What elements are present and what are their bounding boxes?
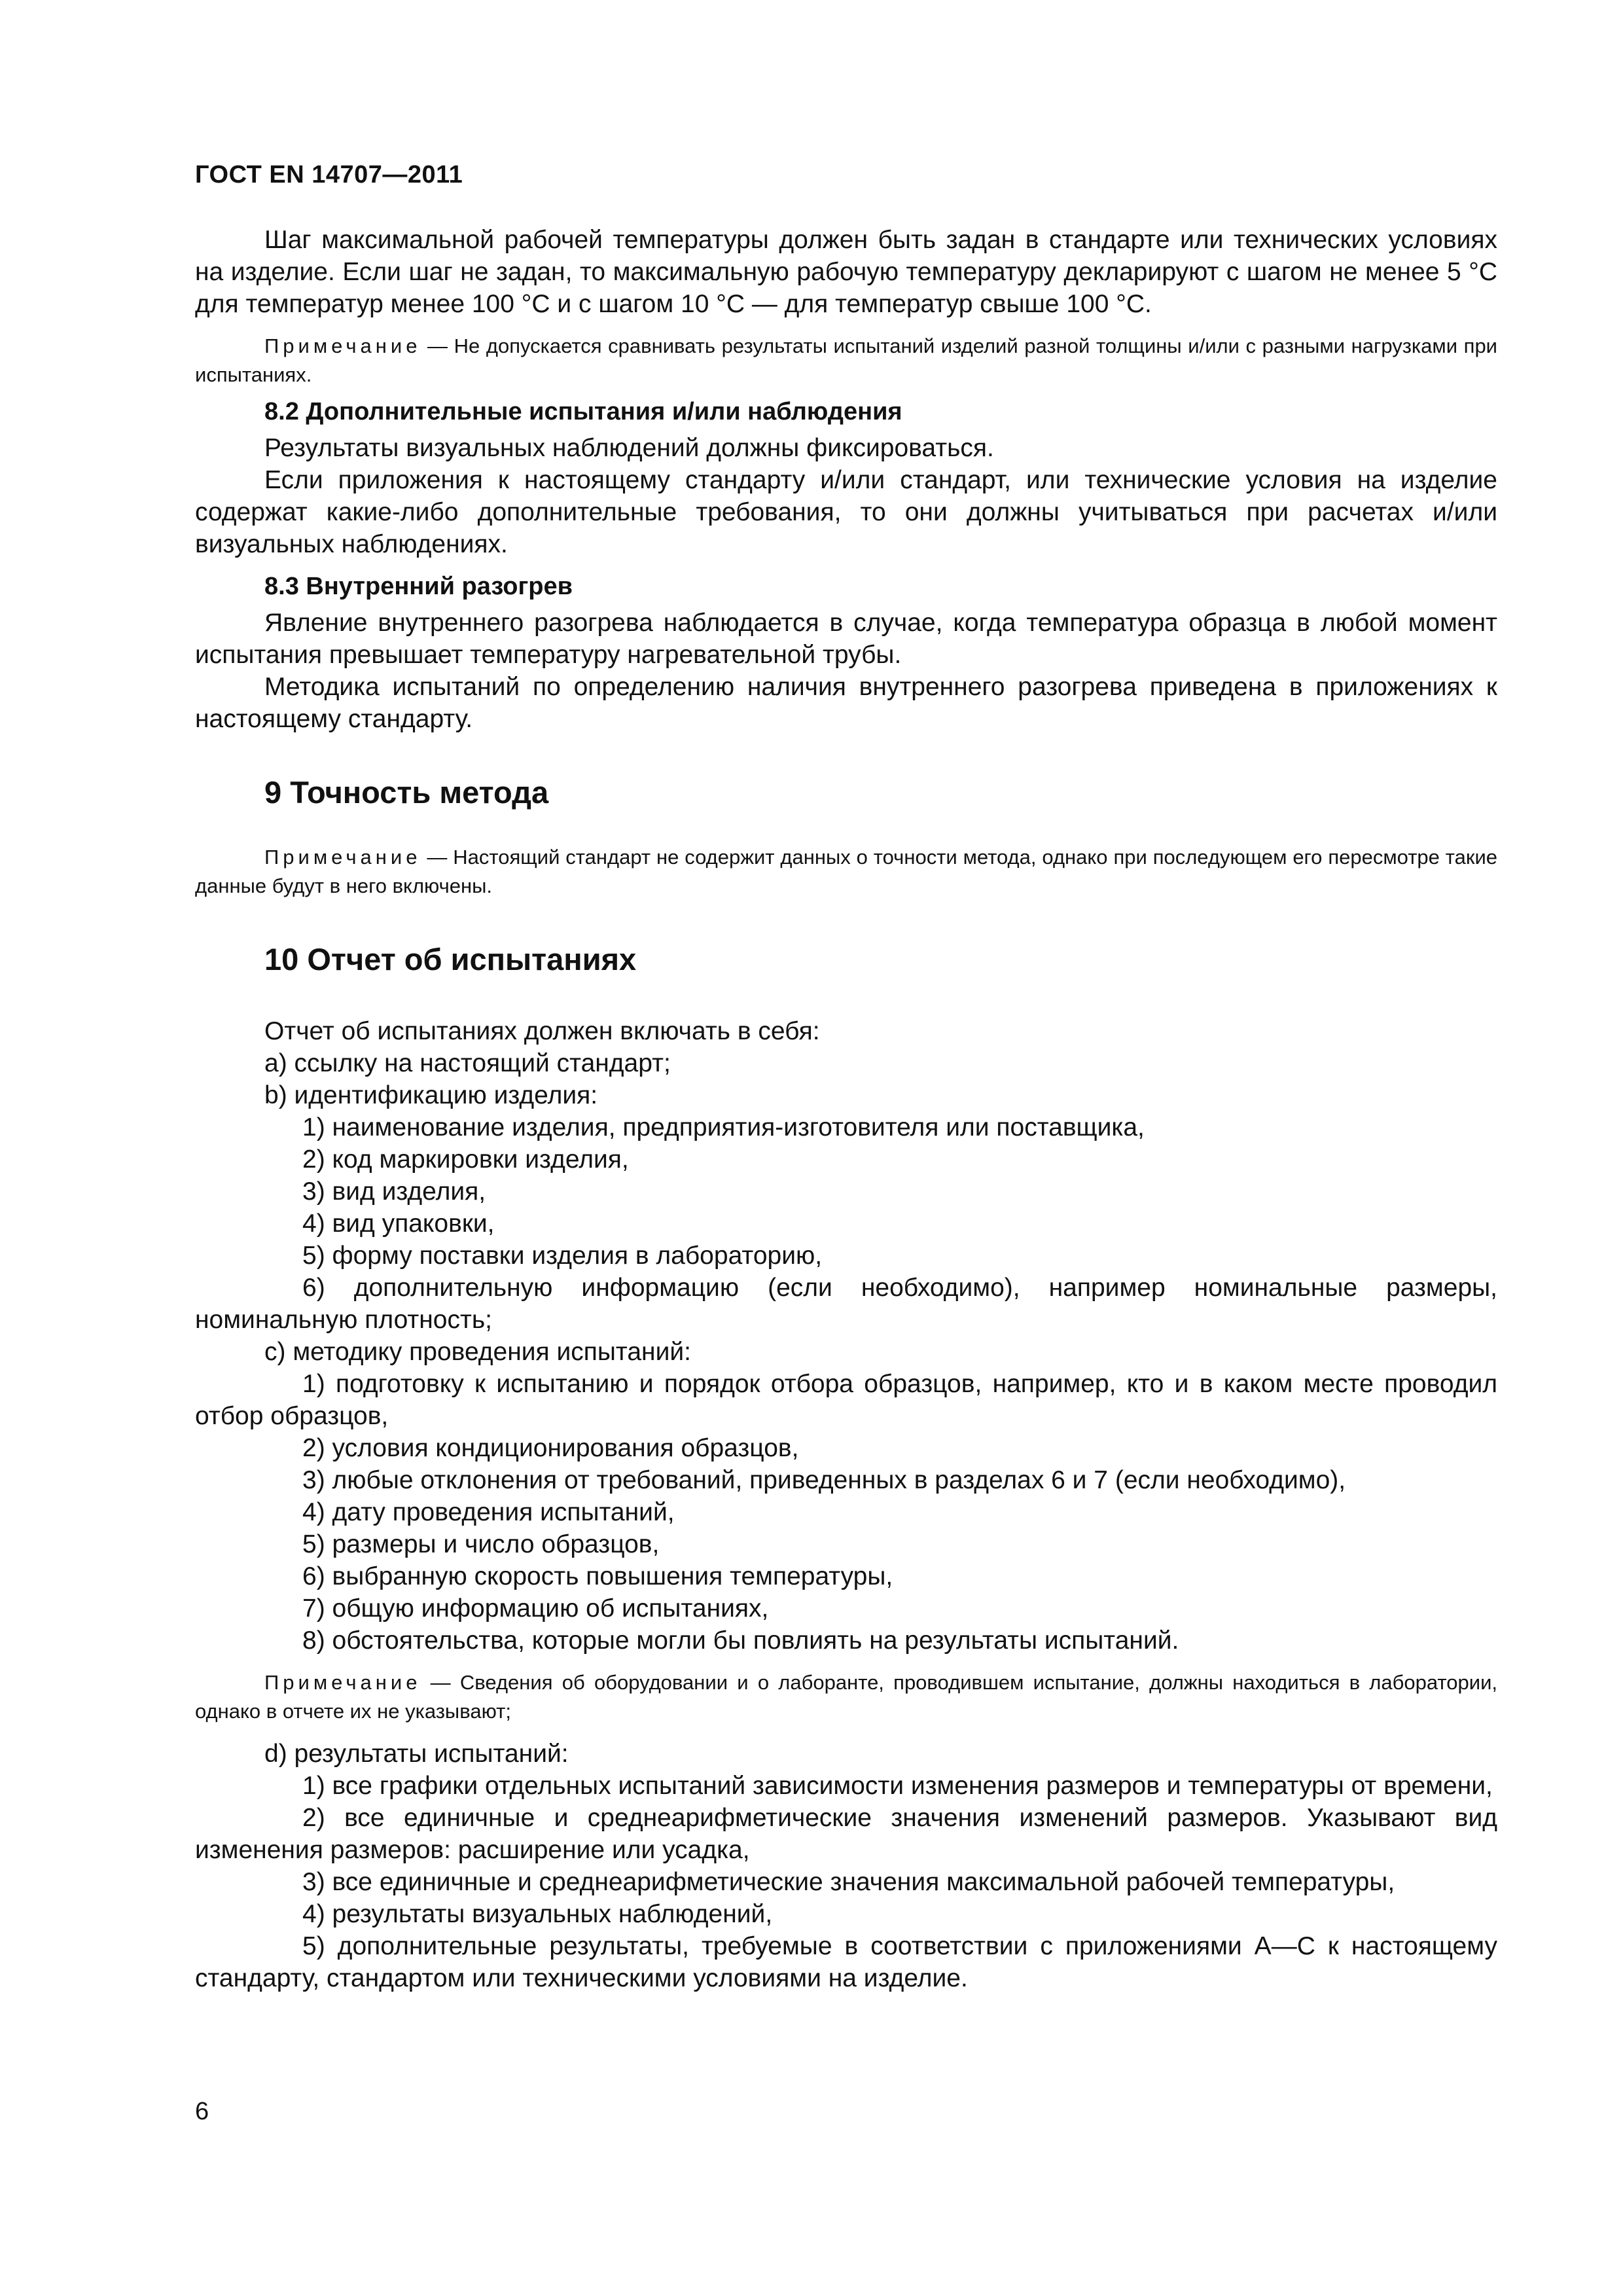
section-8-3-title: 8.3 Внутренний разогрев (264, 573, 573, 600)
page-content (195, 224, 1497, 1994)
list-item-c-8: 8) обстоятельства, которые могли бы повлиять на результаты испытаний. (302, 1626, 1179, 1655)
list-item-b-6: 6) дополнительную информацию (если необходимо), например номинальные размеры, номинальную плотность; (195, 1274, 1497, 1334)
list-item-b-1: 1) наименование изделия, предприятия-изготовителя или поставщика, (302, 1113, 1145, 1141)
list-item-a: a) ссылку на настоящий стандарт; (264, 1049, 671, 1077)
section-9-title: 9 Точность метода (264, 775, 549, 810)
list-item-c-7: 7) общую информацию об испытаниях, (302, 1594, 769, 1623)
report-intro: Отчет об испытаниях должен включать в себя: (264, 1017, 820, 1045)
list-item-c-5: 5) размеры и число образцов, (302, 1530, 660, 1558)
note-accuracy (195, 843, 1497, 901)
list-item-d-1: 1) все графики отдельных испытаний зависимости изменения размеров и температуры от времени, (302, 1772, 1493, 1800)
note-text: — Не допускается сравнивать результаты испытаний изделий разной толщины и/или с разными нагрузками при испытаниях. (195, 334, 1497, 386)
list-item-b: b) идентификацию изделия: (264, 1081, 598, 1109)
note-comparison (195, 332, 1497, 389)
section-8-2-title: 8.2 Дополнительные испытания и/или наблюдения (264, 398, 902, 425)
list-item-d-4: 4) результаты визуальных наблюдений, (302, 1900, 773, 1928)
paragraph-8-3-1: Явление внутреннего разогрева наблюдается в случае, когда температура образца в любой момент испытания превышает температуру нагревательной трубы. (195, 609, 1497, 669)
paragraph-8-3-2: Методика испытаний по определению наличия внутреннего разогрева приведена в приложениях к настоящему стандарту. (195, 673, 1497, 733)
section-10-title: 10 Отчет об испытаниях (264, 942, 637, 977)
list-item-b-3: 3) вид изделия, (302, 1177, 486, 1206)
note-laboratory (195, 1668, 1497, 1726)
paragraph-8-2-1: Результаты визуальных наблюдений должны фиксироваться. (264, 434, 994, 462)
list-item-b-4: 4) вид упаковки, (302, 1210, 495, 1238)
list-item-b-2: 2) код маркировки изделия, (302, 1145, 629, 1174)
note-label: Примечание (264, 1671, 421, 1694)
note-text: — Настоящий стандарт не содержит данных о точности метода, однако при последующем его пересмотре такие данные будут в него включены. (195, 846, 1497, 897)
list-item-d-3: 3) все единичные и среднеарифметические значения максимальной рабочей температуры, (302, 1868, 1395, 1896)
note-label: Примечание (264, 334, 421, 357)
list-item-b-5: 5) форму поставки изделия в лабораторию, (302, 1242, 823, 1270)
list-item-c-1: 1) подготовку к испытанию и порядок отбора образцов, например, кто и в каком месте проводил отбор образцов, (195, 1370, 1497, 1430)
paragraph-8-2-2: Если приложения к настоящему стандарту и/или стандарт, или технические условия на изделие содержат какие-либо дополнительные требования, то они должны учитываться при расчетах и/или визуальных наблюдениях. (195, 466, 1497, 558)
note-label: Примечание (264, 846, 421, 869)
document-header: ГОСТ EN 14707—2011 (195, 161, 463, 188)
list-item-d-2: 2) все единичные и среднеарифметические значения изменений размеров. Указывают вид изменения размеров: расширение или усадка, (195, 1804, 1497, 1864)
list-item-c-6: 6) выбранную скорость повышения температуры, (302, 1562, 893, 1590)
list-item-c-2: 2) условия кондиционирования образцов, (302, 1434, 799, 1462)
list-item-c-3: 3) любые отклонения от требований, приведенных в разделах 6 и 7 (если необходимо), (302, 1466, 1346, 1494)
paragraph-step-temperature: Шаг максимальной рабочей температуры должен быть задан в стандарте или технических условиях на изделие. Если шаг не задан, то максимальную рабочую температуру декларируют с шагом не менее 5 °С для температур менее 100 °С и с шагом 10 °С — для температур свыше 100 °С. (195, 226, 1497, 318)
list-item-d: d) результаты испытаний: (264, 1740, 569, 1768)
list-item-c: c) методику проведения испытаний: (264, 1338, 691, 1366)
page-number: 6 (195, 2098, 209, 2125)
note-text: — Сведения об оборудовании и о лаборанте, проводившем испытание, должны находиться в лаборатории, однако в отчете их не указывают; (195, 1671, 1497, 1723)
list-item-d-5: 5) дополнительные результаты, требуемые в соответствии с приложениями А—С к настоящему стандарту, стандартом или техническими условиями на изделие. (195, 1932, 1497, 1992)
list-item-c-4: 4) дату проведения испытаний, (302, 1498, 675, 1526)
